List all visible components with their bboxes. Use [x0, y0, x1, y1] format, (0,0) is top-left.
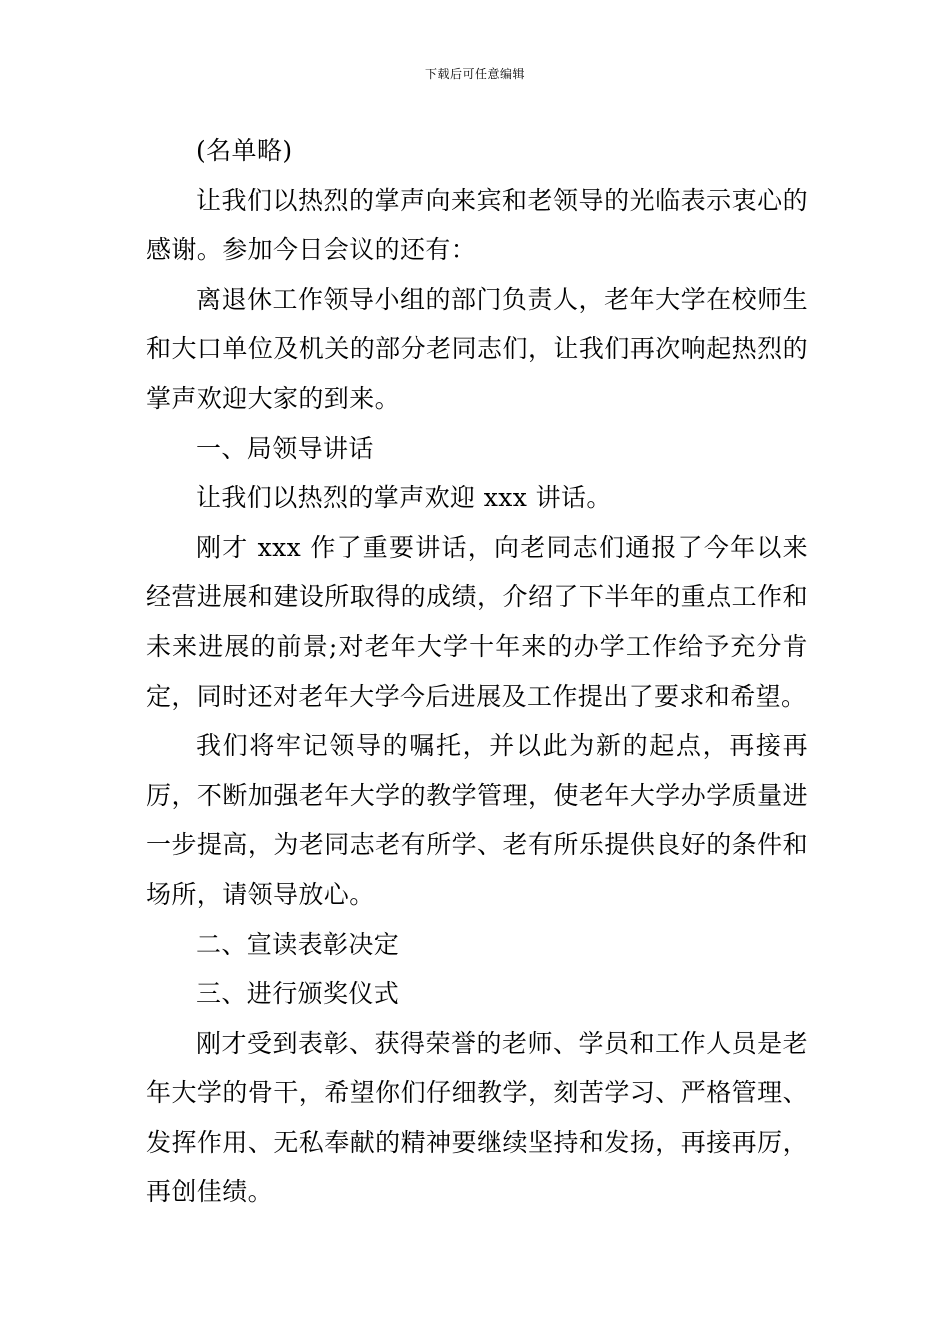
paragraph-welcome-speech: 让我们以热烈的掌声欢迎 xxx 讲话。: [196, 483, 612, 513]
paragraph-attendees: 离退休工作领导小组的部门负责人，老年大学在校师生和大口单位及机关的部分老同志们，让我们再次响起热烈的掌声欢迎大家的到来。: [146, 284, 808, 413]
section-heading-leader-speech: 一、局领导讲话: [196, 433, 374, 463]
document-body: [146, 126, 808, 1217]
paragraph-thanks-guests: 让我们以热烈的掌声向来宾和老领导的光临表示衷心的感谢。参加今日会议的还有：: [146, 185, 808, 265]
section-heading-award-ceremony: 三、进行颁奖仪式: [196, 979, 400, 1009]
paragraph-honorees: 刚才受到表彰、获得荣誉的老师、学员和工作人员是老年大学的骨干，希望你们仔细教学，刻苦学习、严格管理、发挥作用、无私奉献的精神要继续坚持和发扬，再接再厉，再创佳绩。: [146, 1028, 808, 1207]
paragraph-speech-summary: 刚才 xxx 作了重要讲话，向老同志们通报了今年以来经营进展和建设所取得的成绩，介绍了下半年的重点工作和未来进展的前景;对老年大学十年来的办学工作给予充分肯定，同时还对老年大学今后进展及工作提出了要求和希望。: [146, 532, 808, 711]
paragraph-commitment: 我们将牢记领导的嘱托，并以此为新的起点，再接再厉，不断加强老年大学的教学管理，使老年大学办学质量进一步提高，为老同志老有所学、老有所乐提供良好的条件和场所，请领导放心。: [146, 731, 808, 909]
paragraph-list-omitted: (名单略): [196, 136, 293, 165]
section-heading-commendation: 二、宣读表彰决定: [196, 929, 400, 959]
page-header: 下载后可任意编辑: [424, 67, 525, 81]
